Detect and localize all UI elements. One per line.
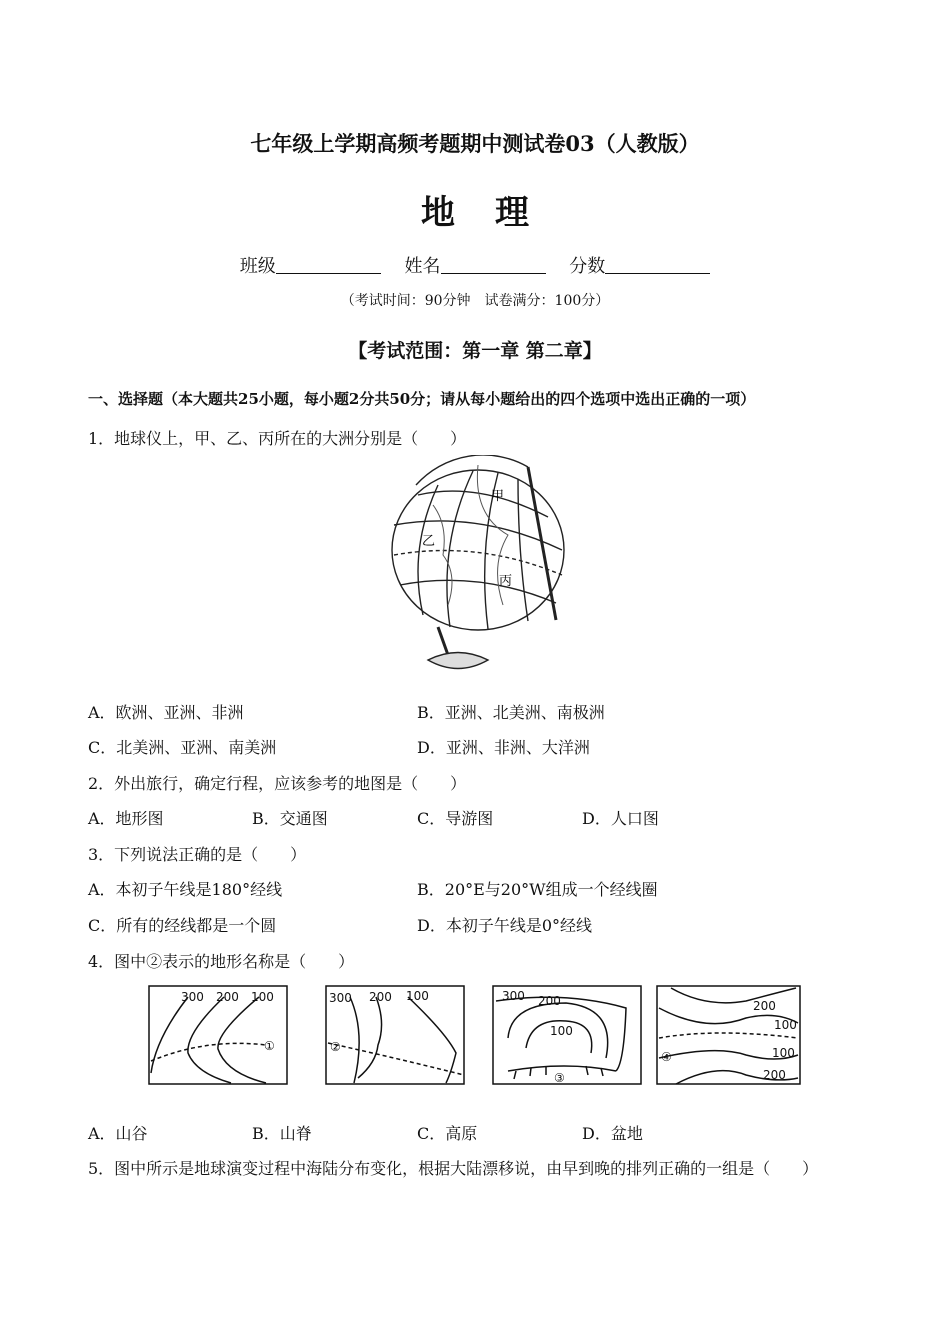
p4-label-200-bottom: 200 — [763, 1068, 786, 1082]
p1-label-300: 300 — [181, 990, 204, 1004]
score-label: 分数 — [569, 256, 606, 277]
contour-300-p1 — [151, 997, 188, 1073]
q3-option-c[interactable]: C．所有的经线都是一个圆 — [88, 916, 277, 935]
q4-option-d[interactable]: D．盆地 — [582, 1124, 643, 1143]
question-1-stem: 1．地球仪上，甲、乙、丙所在的大洲分别是（ ） — [88, 429, 467, 448]
contour-figure — [146, 983, 806, 1087]
q4-option-a[interactable]: A．山谷 — [88, 1124, 148, 1143]
figure-label-yi: 乙 — [422, 534, 436, 549]
p3-label-100: 100 — [550, 1024, 573, 1038]
q2-option-b[interactable]: B．交通图 — [252, 809, 328, 828]
exam-title: 七年级上学期高频考题期中测试卷03（人教版） — [250, 131, 700, 156]
exam-note: （考试时间：90分钟 试卷满分：100分） — [340, 293, 610, 309]
saddle-line-p4 — [659, 1033, 798, 1038]
q2-option-c[interactable]: C．导游图 — [417, 809, 494, 828]
student-info-line — [0, 252, 950, 278]
globe-stand — [438, 627, 448, 655]
p4-label-100-bottom: 100 — [772, 1046, 795, 1060]
p2-label-marker: ② — [330, 1040, 341, 1054]
contour-200-p2 — [358, 997, 382, 1078]
p1-label-marker: ① — [264, 1039, 275, 1053]
p4-label-100-top: 100 — [774, 1018, 797, 1032]
p2-label-300: 300 — [329, 991, 352, 1005]
figure-label-bing: 丙 — [499, 574, 513, 589]
score-blank[interactable] — [605, 255, 710, 274]
contour-300-p2 — [350, 997, 359, 1083]
valley-line-p2 — [328, 1043, 464, 1075]
p1-label-100: 100 — [251, 990, 274, 1004]
globe-base — [428, 653, 488, 669]
p4-label-marker: ④ — [661, 1050, 672, 1064]
subject-title: 地理 — [421, 193, 569, 233]
meridian-line-3 — [518, 479, 528, 621]
contour-100-p2 — [408, 997, 456, 1083]
exam-scope: 【考试范围：第一章 第二章】 — [348, 340, 602, 362]
figure-label-jia: 甲 — [491, 489, 505, 504]
globe-figure — [378, 455, 578, 680]
q1-option-b[interactable]: B．亚洲、北美洲、南极洲 — [417, 703, 605, 722]
p4-label-200-top: 200 — [753, 999, 776, 1013]
contour-200-top-p4 — [671, 988, 796, 1003]
name-label: 姓名 — [404, 256, 441, 277]
name-blank[interactable] — [441, 255, 546, 274]
p2-label-100: 100 — [406, 989, 429, 1003]
p3-label-300: 300 — [502, 989, 525, 1003]
contour-200-p1 — [188, 997, 231, 1083]
meridian-line-1 — [447, 471, 473, 627]
globe-outline — [392, 470, 564, 630]
ridge-line-p1 — [151, 1043, 266, 1061]
p3-label-200: 200 — [538, 994, 561, 1008]
q2-option-d[interactable]: D．人口图 — [582, 809, 659, 828]
p1-label-200: 200 — [216, 990, 239, 1004]
q1-option-d[interactable]: D．亚洲、非洲、大洋洲 — [417, 738, 590, 757]
section-title: 一、选择题（本大题共25小题，每小题2分共50分；请从每小题给出的四个选项中选出正确的一项） — [88, 390, 756, 408]
p3-label-marker: ③ — [554, 1071, 565, 1085]
p2-label-200: 200 — [369, 990, 392, 1004]
q2-option-a[interactable]: A．地形图 — [88, 809, 164, 828]
q3-option-d[interactable]: D．本初子午线是0°经线 — [417, 916, 593, 935]
contour-100-p1 — [218, 997, 266, 1083]
q3-option-b[interactable]: B．20°E与20°W组成一个经线圈 — [417, 880, 658, 899]
q4-option-b[interactable]: B．山脊 — [252, 1124, 312, 1143]
q4-option-c[interactable]: C．高原 — [417, 1124, 478, 1143]
question-5-stem: 5．图中所示是地球演变过程中海陆分布变化，根据大陆漂移说，由早到晚的排列正确的一组是（ ） — [88, 1159, 819, 1178]
meridian-line-4 — [418, 485, 438, 615]
q1-option-a[interactable]: A．欧洲、亚洲、非洲 — [88, 703, 244, 722]
q3-option-a[interactable]: A．本初子午线是180°经线 — [88, 880, 283, 899]
question-2-stem: 2．外出旅行，确定行程，应该参考的地图是（ ） — [88, 774, 467, 793]
question-4-stem: 4．图中②表示的地形名称是（ ） — [88, 952, 355, 971]
class-label: 班级 — [239, 256, 276, 277]
class-blank[interactable] — [276, 255, 381, 274]
q1-option-c[interactable]: C．北美洲、亚洲、南美洲 — [88, 738, 277, 757]
latitude-line-2 — [400, 580, 556, 603]
question-3-stem: 3．下列说法正确的是（ ） — [88, 845, 307, 864]
